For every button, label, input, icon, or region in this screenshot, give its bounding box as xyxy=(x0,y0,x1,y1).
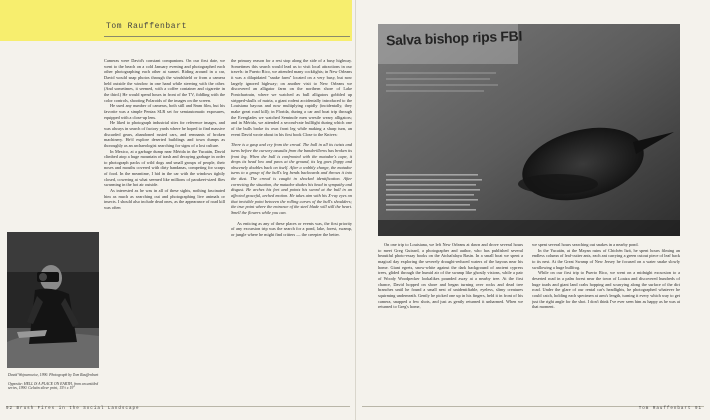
right-column-2 xyxy=(532,242,680,402)
paragraph: In Mexico, at a garbage dump near Mérida in the Yucatán, David climbed atop a huge mountain of trash and decaying garbage in order to photograph packs of wild dogs and small groups of people, their noses and mouths covered with dirty bandanas, competing for scraps of food. In the meantime, I hid in the car with the windows tightly closed, cowering at what seemed like millions of parakeet-sized flies swarming in the hot air outside. xyxy=(104,148,225,188)
paragraph: In the Yucatán, at the Mayan ruins of Chichén Itzá, he spent hours filming an endless column of leaf-cutter ants, each ant carrying a green cutout piece of leaf back to its nest. At the Great Swamp of New Jersey he focused on a water snake slowly swallowing a huge bullfrog. xyxy=(532,247,680,270)
caption-opposite: Opposite: HELL IS A PLACE ON EARTH, from an untitled series, 1990. Gelatin silver print, 15½ x 19" xyxy=(8,381,99,391)
page-gutter xyxy=(355,0,356,420)
left-column-2 xyxy=(231,58,352,396)
paragraph: On one trip to Louisiana, we left New Orleans at dawn and drove several hours to meet Greg Guirard, a photographer and author, who has published several beautiful photo-essay books on the Atchafalaya Basin. In a small boat we spent a magical day exploring the severely drought-reduced waters of the bayous near his home. Giant egrets, snow-white against the dark background of ancient cypress trees, glided through the humid air of the swamp like ghostly visions, while a pair of Woody Woodpecker lookalikes pounded away at a nearby tree. At the first chance, David hopped on shore and began turning over rocks and dead tree branches until he found a small nest of unidentifiable, eyeless, slimy creatures squirming underneath. Gently he picked one up in his fingers, held it in front of his camera, snapped a few shots, and just as gently returned it unharmed. When we returned to Greg's home, xyxy=(378,242,523,310)
paragraph: He used any number of cameras, both still and 8mm film, but his favorite was a simple Pentax SLR set for semiautomatic exposures, equipped with a close-up lens. xyxy=(104,103,225,120)
paragraph: As enticing as any of these places or events was, the first priority of any excursion trip was the search for a pond, lake, forest, swamp, or jungle where he might find critters — the creepier the better. xyxy=(231,220,352,238)
paragraph: the primary reason for a rest stop along the side of a busy highway. Sometimes this search would lead us to visit local attractions in our travels: in Puerto Rico, we attended many cockfights; in New Orleans it was a dilapidated "snake farm" located on a very busy, but now largely ignored highway; on another visit to New Orleans we discovered an alligator farm on the northern shore of Lake Pontchartrain, where we watched as bull alligators gobbled up stripped-skulls of nutria, a giant rodent accidentally introduced to the Louisiana bayous and now multiplying rapidly (incidentally, they make great road kill); in Florida, during a car and boat trip through the Everglades we watched Seminole men wrestle weary alligators; and in Mérida, we attended a second-rate bullfight during which one of the bulls broke its own front leg while making a sharp turn, an event David wrote about in his first book Close to the Knives: xyxy=(231,58,352,137)
paragraph: While on our first trip to Puerto Rico, we went on a midnight excursion to a deserted road in a palm forest near the town of Loaiza and discovered hundreds of huge toads and giant land crabs hopping and scurrying along the surface of the dirt road. Under the glare of our rental car's headlights, he photographed whatever he could catch, holding each specimen at arm's length, turning it every which way to get just the right angle for the shot. I don't think I've ever seen him as happy as he was at that moment. xyxy=(532,270,680,310)
paragraph: He liked to photograph industrial sites for reference images, and was always in search of factory yards where he hoped to find massive discarded gears, abandoned rusted cars, and remnants of broken machinery. He'd explore deserted buildings and town dumps as thoroughly as an archaeologist searching for signs of a lost culture. xyxy=(104,120,225,148)
left-column-1 xyxy=(104,58,225,376)
newspaper-bird-image xyxy=(378,24,680,236)
book-quote: There is a gasp and cry from the crowd. The bull in all its twists and turns before the cursory assaults from the banderilleros has broken its front leg. When the bull is confronted with the matador's cape, it drops its head low and paws at the ground, its leg goes floppy and obscenely doubles back on itself. After a wobbly charge, the matador turns to a group of the bull's leg bends backwards and throws it into the dust. The crowd is caught in shocked identification. After correcting the situation, the matador shakes his head in sympathy and disgust. He arches his feet and points his sword at the bull in an affected graceful, arched motion. He takes aim with his X-ray eyes on that invisible point between the rolling curves of the bull's shoulders; the true point where the entrance of the steel blade will still the heart. Smell the flowers while you can. xyxy=(231,142,352,216)
header-yellow-band xyxy=(0,0,352,41)
hell-is-a-place-on-earth-photo xyxy=(378,24,680,236)
paragraph: we spent several hours searching out snakes in a nearby pond. xyxy=(532,242,639,247)
paragraph: As interested as he was in all of these sights, nothing fascinated him as much as searching out and photographing live animals or insects. I should also include dead ones, as the appearance of road kill was often xyxy=(104,188,225,211)
paragraph: Cameras were David's constant companions. On our first date, we went to the beach on a cold January evening and photographed each other photographing each other at sunset. Riding around in a car, David would snap photos through the windshield or from a camera held outside the window in one hand while steering with the other. (And sometimes, it seemed, with a coffee container and cigarette in the third.) He would spend hours in front of the TV, fiddling with the color controls, shooting Polaroids of the images on the screen. xyxy=(104,58,225,103)
newspaper-headline: Salva bishop rips FBI xyxy=(385,27,523,49)
photo-caption xyxy=(8,373,100,391)
caption-credit: David Wojnarowicz, 1990. Photograph by Tom Rauffenbart xyxy=(8,373,99,377)
portrait-photo-image xyxy=(7,232,99,368)
author-header: Tom Rauffenbart xyxy=(106,22,188,31)
right-column-1 xyxy=(378,242,523,402)
header-rule xyxy=(104,36,350,37)
left-folio: 92 Brush Fires in the Social Landscape xyxy=(6,407,140,411)
right-folio: Tom Rauffenbart 91 xyxy=(638,407,702,411)
portrait-photo xyxy=(7,232,99,368)
